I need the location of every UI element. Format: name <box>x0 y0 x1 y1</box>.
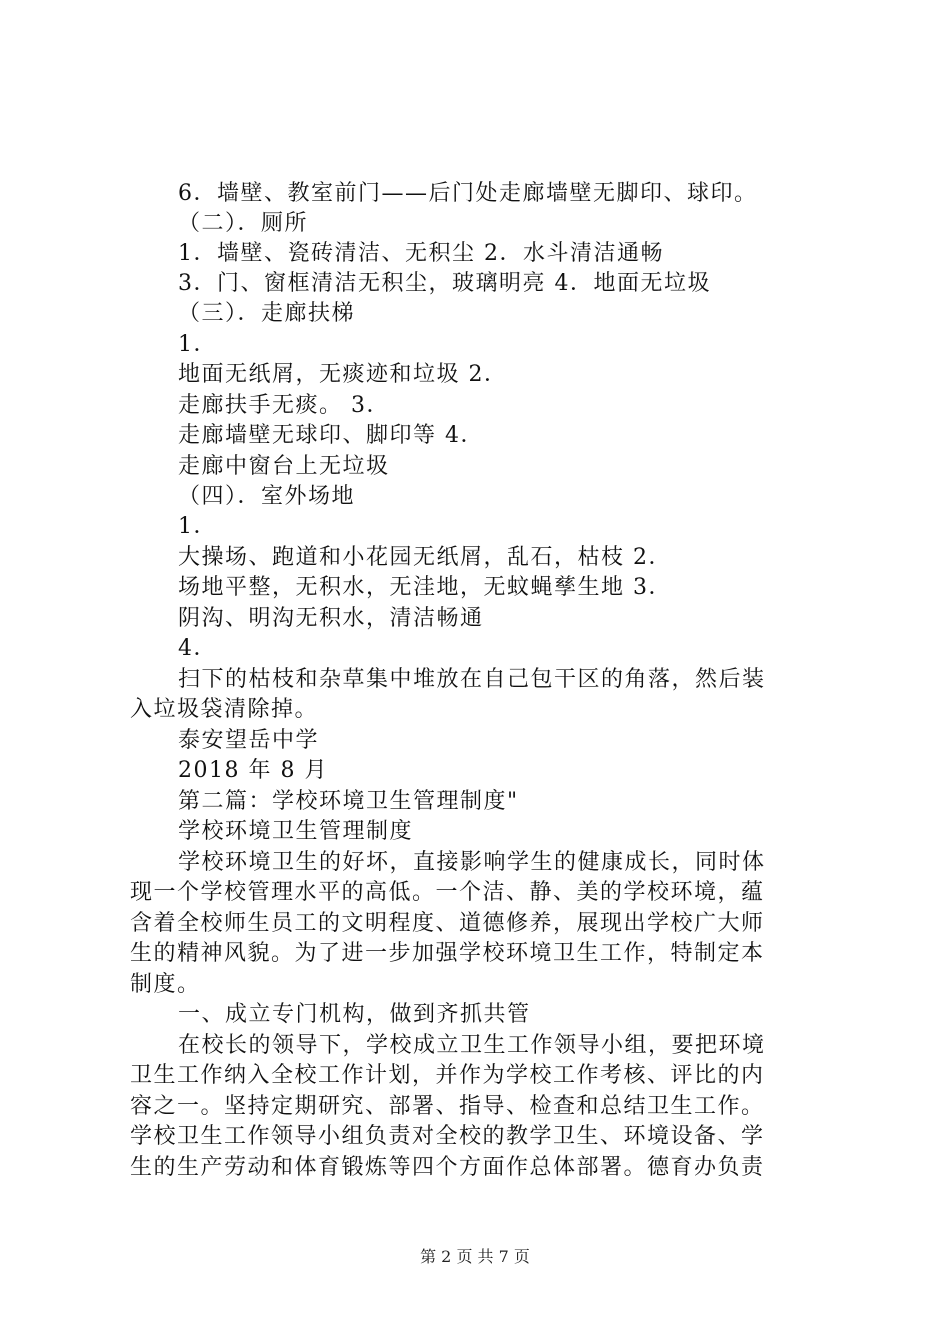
text-line: 大操场、跑道和小花园无纸屑，乱石，枯枝 2． <box>178 545 672 570</box>
text-line: 1． <box>178 332 217 357</box>
text-line: 走廊墙壁无球印、脚印等 4． <box>178 423 484 448</box>
text-line: 场地平整，无积水，无洼地，无蚊蝇孳生地 3． <box>178 575 672 600</box>
text-line: 走廊扶手无痰。 3． <box>178 393 390 418</box>
paragraph-line: 扫下的枯枝和杂草集中堆放在自己包干区的角落，然后装 <box>178 667 766 692</box>
paragraph-line: 在校长的领导下，学校成立卫生工作领导小组，要把环境 <box>178 1033 766 1058</box>
paragraph-line: 学校卫生工作领导小组负责对全校的教学卫生、环境设备、学 <box>130 1124 765 1149</box>
school-name: 泰安望岳中学 <box>178 728 320 753</box>
paragraph-line: 含着全校师生员工的文明程度、道德修养，展现出学校广大师 <box>130 911 765 936</box>
text-line: 3．门、窗框清洁无积尘，玻璃明亮 4．地面无垃圾 <box>178 271 711 296</box>
paragraph-line: 制度。 <box>130 972 201 997</box>
text-line: 走廊中窗台上无垃圾 <box>178 454 390 479</box>
text-line: 6．墙壁、教室前门——后门处走廊墙壁无脚印、球印。 <box>178 181 758 206</box>
section-heading: （三）．走廊扶梯 <box>178 301 356 326</box>
section-heading: （二）．厕所 <box>178 211 309 236</box>
paragraph-line: 卫生工作纳入全校工作计划，并作为学校工作考核、评比的内 <box>130 1063 765 1088</box>
text-line: 1． <box>178 514 217 539</box>
chapter-title: 第二篇：学校环境卫生管理制度" <box>178 789 519 814</box>
page-number-footer: 第 2 页 共 7 页 <box>420 1247 530 1266</box>
paragraph-line: 入垃圾袋清除掉。 <box>130 697 319 722</box>
text-line: 地面无纸屑，无痰迹和垃圾 2． <box>178 362 508 387</box>
text-line: 4． <box>178 636 217 661</box>
paragraph-line: 现一个学校管理水平的高低。一个洁、静、美的学校环境，蕴 <box>130 880 765 905</box>
section-heading: （四）．室外场地 <box>178 484 356 509</box>
document-title: 学校环境卫生管理制度 <box>178 819 414 844</box>
text-line: 阴沟、明沟无积水，清洁畅通 <box>178 606 484 631</box>
paragraph-line: 学校环境卫生的好坏，直接影响学生的健康成长，同时体 <box>178 850 766 875</box>
paragraph-line: 生的生产劳动和体育锻炼等四个方面作总体部署。德育办负责 <box>130 1155 765 1180</box>
text-line: 1．墙壁、瓷砖清洁、无积尘 2．水斗清洁通畅 <box>178 241 664 266</box>
section-heading: 一、成立专门机构，做到齐抓共管 <box>178 1002 531 1027</box>
document-date: 2018 年 8 月 <box>178 758 328 783</box>
paragraph-line: 生的精神风貌。为了进一步加强学校环境卫生工作，特制定本 <box>130 941 765 966</box>
paragraph-line: 容之一。坚持定期研究、部署、指导、检查和总结卫生工作。 <box>130 1094 765 1119</box>
